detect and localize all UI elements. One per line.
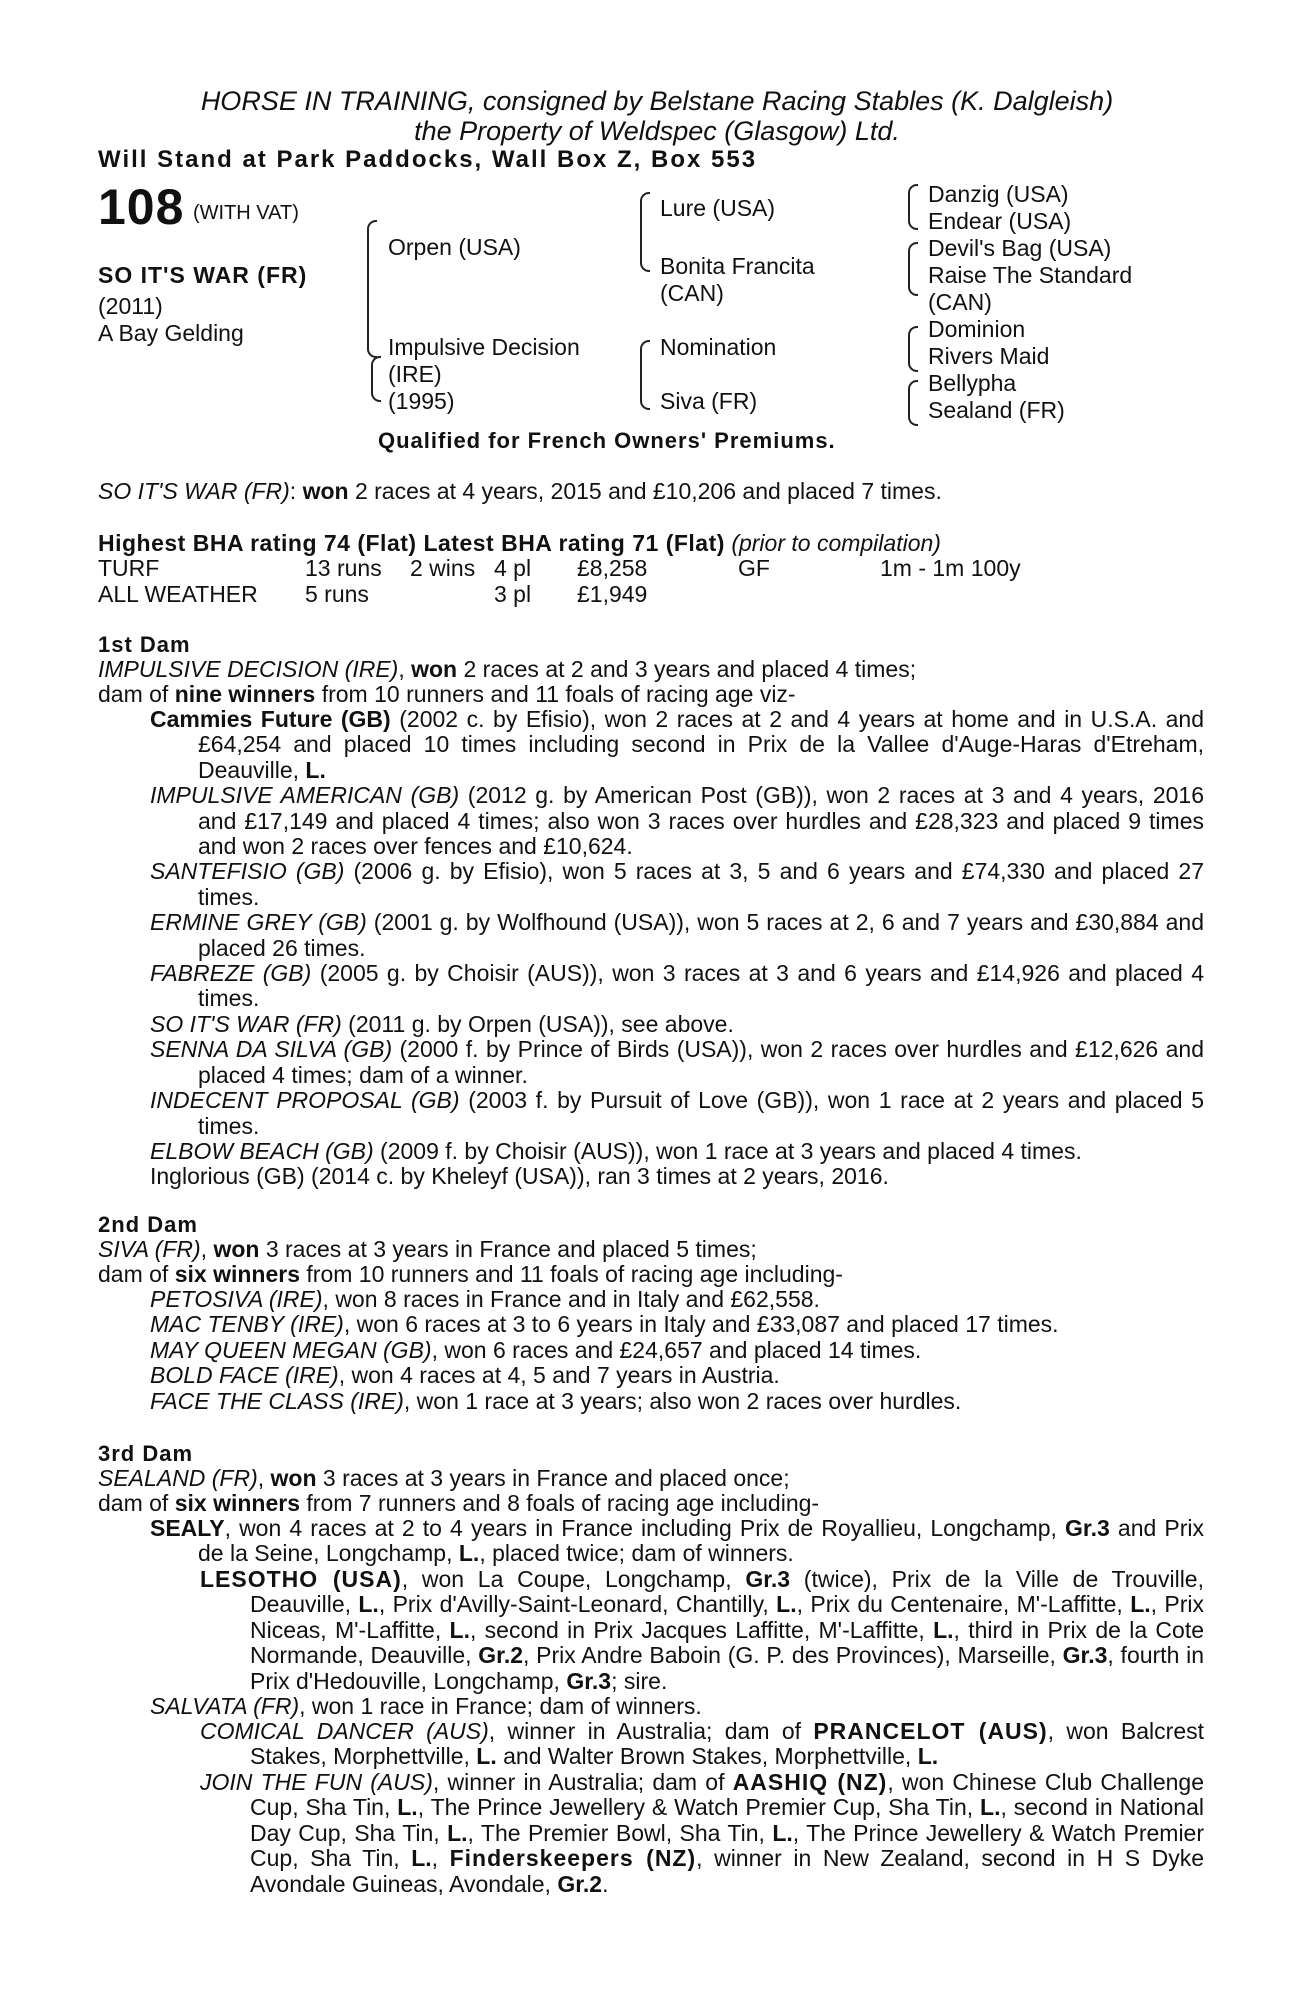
progeny-text: , second in Prix Jacques Laffitte, M'-Laffitte, [469,1616,934,1643]
dam2-runners: from 10 runners and 11 foals of racing age including- [306,1261,843,1287]
progeny-text: , won 4 races at 4, 5 and 7 years in Austria. [338,1362,780,1389]
progeny-name: INDECENT PROPOSAL (GB) [150,1087,460,1114]
pedigree-g8: Sealand (FR) [928,397,1065,423]
progeny-entry [150,707,1204,783]
progeny-name: SALVATA (FR) [150,1693,300,1719]
progeny-text: , winner in New Zealand, second in H S Dyke Avondale Guineas, Avondale, [250,1845,1205,1897]
dam1-runners: from 10 runners and 11 foals of racing age viz- [321,681,796,707]
listed-label: L. [305,756,326,783]
progeny-text: , Prix du Centenaire, M'-Laffitte, [796,1591,1131,1618]
progeny-text: , won Chinese Club Challenge Cup, Sha Tin, [250,1769,1204,1821]
progeny-text: , The Premier Bowl, Sha Tin, [467,1819,773,1846]
progeny-text: and Prix de la Seine, Longchamp, [198,1515,1204,1567]
pedigree-bracket-main [367,220,377,358]
dam3-name: SEALAND (FR) [98,1465,258,1491]
progeny-text: , third in Prix de la Cote Normande, Deauville, [250,1616,1205,1669]
progeny-text: , winner in Australia; dam of [488,1718,814,1744]
group-label: Gr.3 [1062,1642,1108,1669]
rating-turf-surface: TURF [98,555,160,581]
listed-label: L. [449,1616,470,1643]
pedigree-bracket-g4 [908,380,918,426]
lot-number: 108 [98,179,185,235]
pedigree-g6: Rivers Maid [928,343,1050,369]
pedigree-g4: Raise The Standard [928,262,1133,288]
progeny-entry [150,859,1204,910]
progeny-text: , fourth in Prix d'Hedouville, Longchamp, [250,1642,1205,1694]
dam2-progeny-list [150,1287,1204,1414]
progeny-text: , Prix Niceas, M'-Laffitte, [250,1591,1205,1643]
pedigree-g3: Devil's Bag (USA) [928,235,1112,261]
horse-name: SO IT'S WAR (FR) [98,262,308,288]
horse-description: A Bay Gelding [98,320,244,346]
owner-line: the Property of Weldspec (Glasgow) Ltd. [414,116,900,146]
progeny-entry [150,1516,1204,1567]
progeny-text: , placed twice; dam of winners. [479,1540,794,1567]
progeny-text: , winner in Australia; dam of [432,1769,733,1795]
progeny-text: (2002 c. by Efisio), won 2 races at 2 and 4 years at home and in U.S.A. and £64,254 and placed 10 times including second in Prix de la Vallee d'Auge-Haras d'Etreham, Deauville, [198,706,1204,783]
rating-turf-money: £8,258 [577,555,648,581]
group-label: Gr.3 [745,1566,791,1592]
listed-label: L. [447,1819,468,1846]
progeny-text: , The Prince Jewellery & Watch Premier Cup, Sha Tin, [250,1819,1205,1872]
rating-aw-money: £1,949 [577,581,648,607]
listed-label: L. [411,1845,432,1872]
progeny-name: ELBOW BEACH (GB) [150,1137,374,1164]
pedigree-bracket-g2 [908,242,918,296]
listed-label: L. [1130,1591,1151,1618]
pedigree-bracket-g3 [908,326,918,372]
rating-turf-distance: 1m - 1m 100y [880,555,1021,581]
rating-turf-wins: 2 wins [410,555,476,581]
progeny-text: , won 1 race in France; dam of winners. [299,1693,702,1719]
vat-note: (WITH VAT) [193,202,299,224]
pedigree-dam-sire: Nomination [660,334,777,360]
rating-aw-runs: 5 runs [305,581,369,607]
group-label: Gr.3 [566,1667,612,1694]
dam1-dam-of [98,682,796,707]
progeny-name: PETOSIVA (IRE) [150,1286,323,1312]
pedigree-g4-country: (CAN) [928,289,992,315]
rating-note: (prior to compilation) [731,530,941,556]
dam3-runners: from 7 runners and 8 foals of racing age including- [306,1490,820,1516]
progeny-entry [200,1567,1204,1694]
dam1-progeny-list [150,707,1204,1190]
progeny-name: SO IT'S WAR (FR) [150,1010,342,1037]
summary-text: 2 races at 4 years, 2015 and £10,206 and placed 7 times. [354,478,942,504]
pedigree-sire-dam: Bonita Francita [660,253,815,279]
progeny-entry [150,910,1204,961]
dam3-text: 3 races at 3 years in France and placed once; [322,1465,790,1491]
progeny-name: ERMINE GREY (GB) [150,909,367,936]
progeny-text: (2009 f. by Choisir (AUS)), won 1 race at 3 years and placed 4 times. [373,1137,1082,1164]
progeny-bold-name: AASHIQ (NZ) [732,1769,888,1795]
listed-label: L. [776,1591,797,1618]
progeny-text: , won La Coupe, Longchamp, [401,1566,746,1592]
progeny-name: IMPULSIVE AMERICAN (GB) [150,782,460,809]
progeny-text: (2005 g. by Choisir (AUS)), won 3 races at 3 and 6 years and £14,926 and placed 4 times. [198,960,1204,1012]
dam2-text: 3 races at 3 years in France and placed 5 times; [265,1236,757,1262]
progeny-entry [150,1389,1204,1414]
pedigree-dam-country: (IRE) [388,361,442,387]
progeny-name: Cammies Future (GB) [150,706,391,732]
pedigree-bracket-g1 [908,184,918,230]
progeny-text: , second in National Day Cup, Sha Tin, [250,1794,1204,1846]
dam1-winners: nine winners [174,681,316,707]
progeny-text: , won 6 races at 3 to 6 years in Italy and £33,087 and placed 17 times. [343,1311,1059,1338]
progeny-text: (2001 g. by Wolfhound (USA)), won 5 races at 2, 6 and 7 years and £30,884 and placed 26 times. [198,909,1205,961]
pedigree-bracket-dam [640,340,650,410]
progeny-name: FABREZE (GB) [150,960,312,987]
progeny-text: , Prix Andre Baboin (G. P. des Provinces), Marseille, [523,1642,1063,1669]
listed-label: L. [917,1743,939,1770]
stand-location: Will Stand at Park Paddocks, Wall Box Z, Box 553 [98,146,758,173]
listed-label: L. [476,1743,497,1770]
dam3-won: won [270,1465,317,1491]
qualified-note: Qualified for French Owners' Premiums. [378,428,836,453]
listed-label: L. [980,1794,1001,1821]
dam3-heading: 3rd Dam [98,1441,194,1466]
progeny-text: , Prix d'Avilly-Saint-Leonard, Chantilly, [378,1591,777,1618]
progeny-text: ; sire. [611,1667,668,1694]
listed-label: L. [772,1819,793,1846]
progeny-text: (2012 g. by American Post (GB)), won 2 races at 3 and 4 years, 2016 and £17,149 and placed 4 times; also won 3 races over hurdles and £28,323 and placed 9 times and won 2 races over fences and £10,624. [198,782,1204,860]
progeny-bold-name: PRANCELOT (AUS) [813,1718,1048,1744]
progeny-text: , The Prince Jewellery & Watch Premier Cup, Sha Tin, [417,1794,981,1821]
listed-label: L. [933,1616,954,1643]
progeny-name: BOLD FACE (IRE) [150,1362,339,1389]
progeny-text: , [431,1845,450,1872]
progeny-name: MAY QUEEN MEGAN (GB) [150,1336,432,1363]
dam3-salvata [150,1694,1204,1719]
dam2-dam-of-label: dam of [98,1261,169,1287]
dam3-winners: six winners [174,1490,300,1516]
progeny-text: (twice), Prix de la Ville de Trouville, Deauville, [250,1566,1204,1618]
dam3-dam-of-label: dam of [98,1490,169,1516]
progeny-text: , won Balcrest Stakes, Morphettville, [250,1718,1204,1770]
progeny-text: , won 4 races at 2 to 4 years in France including Prix de Royallieu, Longchamp, [224,1515,1066,1541]
progeny-name: SANTEFISIO (GB) [150,858,345,885]
pedigree-g2: Endear (USA) [928,208,1072,234]
progeny-entry [150,1037,1204,1088]
rating-aw-surface: ALL WEATHER [98,581,258,607]
dam1-heading: 1st Dam [98,632,191,657]
progeny-text: , won 1 race at 3 years; also won 2 races over hurdles. [403,1387,962,1414]
progeny-text: Inglorious (GB) (2014 c. by Kheleyf (USA)), ran 3 times at 2 years, 2016. [150,1163,889,1190]
dam1-text: 2 races at 2 and 3 years and placed 4 times; [463,656,917,682]
progeny-text: . [602,1870,609,1897]
rating-turf-placed: 4 pl [494,555,532,581]
summary-horse: SO IT'S WAR (FR) [98,478,290,504]
progeny-text: and Walter Brown Stakes, Morphettville, [496,1743,918,1770]
progeny-entry [150,1287,1204,1312]
progeny-entry [200,1770,1204,1897]
dam2-dam-of [98,1262,843,1287]
dam1-name: IMPULSIVE DECISION (IRE) [98,656,399,682]
pedigree-sire-dam-country: (CAN) [660,280,724,306]
dam3-join [200,1770,1204,1897]
pedigree-dam: Impulsive Decision [388,334,580,360]
dam3-intro: SEALAND (FR), won 3 races at 3 years in France and placed once; [98,1465,790,1491]
dam2-intro: SIVA (FR), won 3 races at 3 years in France and placed 5 times; [98,1236,757,1262]
dam2-name: SIVA (FR) [98,1236,201,1262]
pedigree-dam-year: (1995) [388,388,455,414]
listed-label: L. [358,1591,379,1618]
pedigree-dam-dam: Siva (FR) [660,388,758,414]
rating-line [98,530,941,557]
dam2-won: won [213,1236,260,1262]
progeny-name: SENNA DA SILVA (GB) [150,1036,393,1063]
progeny-entry [150,1139,1204,1164]
race-summary [98,479,942,504]
progeny-text: , won 8 races in France and in Italy and £62,558. [322,1286,820,1312]
summary-colon: : [289,478,297,504]
progeny-entry [150,961,1204,1012]
progeny-entry [150,1012,1204,1037]
pedigree-g7: Bellypha [928,370,1017,396]
progeny-text: (2011 g. by Orpen (USA)), see above. [341,1010,734,1037]
progeny-text: , won 6 races and £24,657 and placed 14 times. [431,1336,922,1363]
group-label: Gr.2 [557,1870,603,1897]
progeny-entry [200,1719,1204,1770]
progeny-name: MAC TENBY (IRE) [150,1311,344,1338]
pedigree-sire: Orpen (USA) [388,234,521,260]
progeny-bold-name: Finderskeepers (NZ) [449,1845,697,1872]
progeny-entry [150,1312,1204,1337]
progeny-name: FACE THE CLASS (IRE) [150,1387,404,1414]
rating-turf-runs: 13 runs [305,555,382,581]
progeny-entry [150,1694,1204,1719]
pedigree-sire-sire: Lure (USA) [660,195,776,221]
rating-turf-going: GF [738,555,770,581]
dam3-dam-of [98,1491,819,1516]
progeny-entry [150,1338,1204,1363]
summary-won: won [302,478,349,504]
progeny-entry [150,1363,1204,1388]
progeny-name: COMICAL DANCER (AUS) [200,1718,489,1744]
group-label: Gr.2 [478,1642,524,1669]
pedigree-g5: Dominion [928,316,1026,342]
progeny-name: LESOTHO (USA) [200,1566,402,1592]
horse-year: (2011) [98,293,163,319]
progeny-name: SEALY [150,1515,225,1541]
group-label: Gr.3 [1065,1515,1110,1541]
listed-label: L. [458,1540,480,1567]
dam2-heading: 2nd Dam [98,1212,198,1237]
progeny-entry [150,783,1204,859]
dam3-lesotho [200,1567,1204,1694]
progeny-entry [150,1164,1204,1189]
listed-label: L. [397,1794,418,1821]
dam1-won: won [411,656,458,682]
progeny-text: (2000 f. by Prince of Birds (USA)), won 2 races over hurdles and £12,626 and placed 4 times; dam of a winner. [198,1036,1204,1088]
rating-highest: Highest BHA rating 74 (Flat) Latest BHA rating 71 (Flat) [98,530,725,556]
progeny-name: JOIN THE FUN (AUS) [200,1769,433,1795]
dam2-winners: six winners [174,1261,300,1287]
progeny-text: (2006 g. by Efisio), won 5 races at 3, 5 and 6 years and £74,330 and placed 27 times. [198,858,1204,910]
dam3-comical [200,1719,1204,1770]
progeny-text: (2003 f. by Pursuit of Love (GB)), won 1 race at 2 years and placed 5 times. [198,1087,1204,1139]
pedigree-bracket-sire [640,192,650,272]
progeny-entry [150,1088,1204,1139]
pedigree-bracket-dam-tail [371,356,381,402]
dam1-dam-of-label: dam of [98,681,169,707]
pedigree-g1: Danzig (USA) [928,181,1069,207]
dam3-sealy [150,1516,1204,1567]
dam1-intro: IMPULSIVE DECISION (IRE), won 2 races at 2 and 3 years and placed 4 times; [98,656,917,682]
consignor-line: HORSE IN TRAINING, consigned by Belstane Racing Stables (K. Dalgleish) [200,86,1114,116]
rating-aw-placed: 3 pl [494,581,532,607]
